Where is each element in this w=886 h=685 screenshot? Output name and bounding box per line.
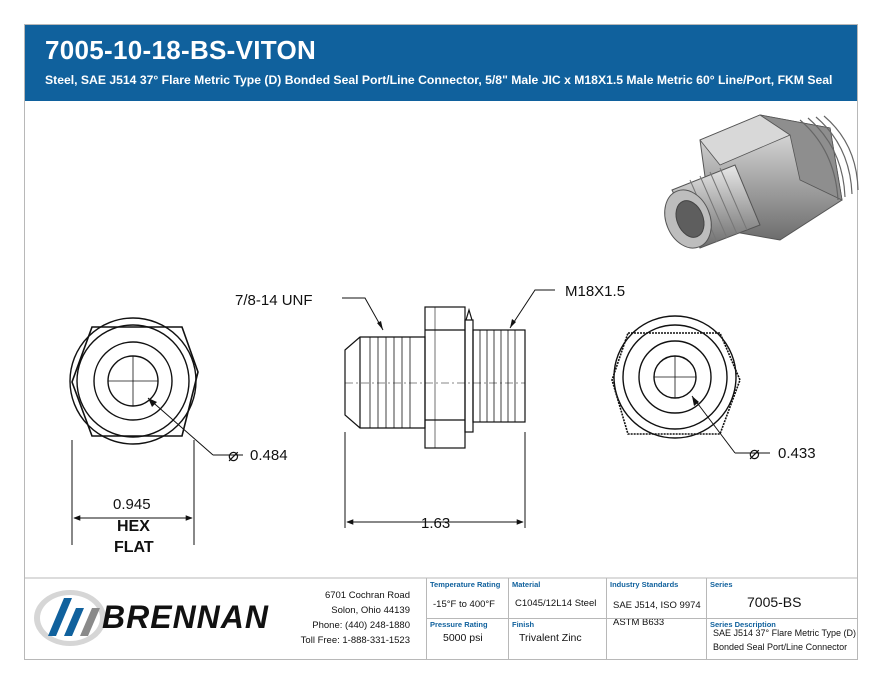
series-column <box>706 578 858 660</box>
series-value: 7005-BS <box>747 594 802 610</box>
material-finish-column <box>508 578 606 660</box>
diameter-right-value: 0.433 <box>778 445 816 462</box>
finish-label: Finish <box>512 620 535 629</box>
address-line2: Solon, Ohio 44139 <box>331 605 410 616</box>
footer-divider <box>426 618 706 619</box>
title-block <box>24 578 858 660</box>
phone-number: Phone: (440) 248-1880 <box>312 620 410 631</box>
thread-right-label: M18X1.5 <box>565 283 626 300</box>
material-label: Material <box>512 580 541 589</box>
pressure-rating-value: 5000 psi <box>443 632 483 644</box>
industry-standards-label: Industry Standards <box>610 580 679 589</box>
series-description-line1: SAE J514 37° Flare Metric Type (D) <box>713 628 856 638</box>
footer-divider-series <box>706 618 858 619</box>
side-view <box>342 290 555 448</box>
brand-name: BRENNAN <box>102 599 269 635</box>
diameter-symbol-left: ⌀ <box>228 445 239 465</box>
logo-emblem-icon <box>34 590 106 646</box>
overall-length-value: 1.63 <box>421 515 451 532</box>
company-address <box>250 588 410 648</box>
diameter-symbol-right: ⌀ <box>749 443 760 463</box>
fitting-3d-render <box>656 115 858 255</box>
series-description-label: Series Description <box>710 620 776 629</box>
industry-standards-line1: SAE J514, ISO 9974 <box>613 600 701 611</box>
finish-value: Trivalent Zinc <box>519 632 582 644</box>
part-description: Steel, SAE J514 37° Flare Metric Type (D) Bonded Seal Port/Line Connector, 5/8" Male JIC x M18X1.5 Male Metric 60° Line/Port, FKM Seal <box>45 73 833 87</box>
industry-standards-line2: ASTM B633 <box>613 617 665 628</box>
part-number-title: 7005-10-18-BS-VITON <box>45 35 317 65</box>
hex-label: HEX <box>117 518 150 535</box>
series-label: Series <box>710 580 733 589</box>
material-value: C1045/12L14 Steel <box>515 598 597 609</box>
industry-standards-column <box>606 578 706 660</box>
temperature-rating-label: Temperature Rating <box>430 580 501 589</box>
diameter-left-value: 0.484 <box>250 447 288 464</box>
series-description-line2: Bonded Seal Port/Line Connector <box>713 642 848 652</box>
flat-label: FLAT <box>114 539 154 556</box>
temperature-pressure-column <box>426 578 508 660</box>
toll-free-number: Toll Free: 1-888-331-1523 <box>300 635 410 646</box>
right-end-view <box>612 316 770 453</box>
address-line1: 6701 Cochran Road <box>324 590 410 601</box>
pressure-rating-label: Pressure Rating <box>430 620 488 629</box>
left-end-view <box>70 318 243 455</box>
temperature-rating-value: -15°F to 400°F <box>433 599 495 610</box>
thread-left-label: 7/8-14 UNF <box>235 292 313 309</box>
hex-dimension-value: 0.945 <box>113 496 151 513</box>
